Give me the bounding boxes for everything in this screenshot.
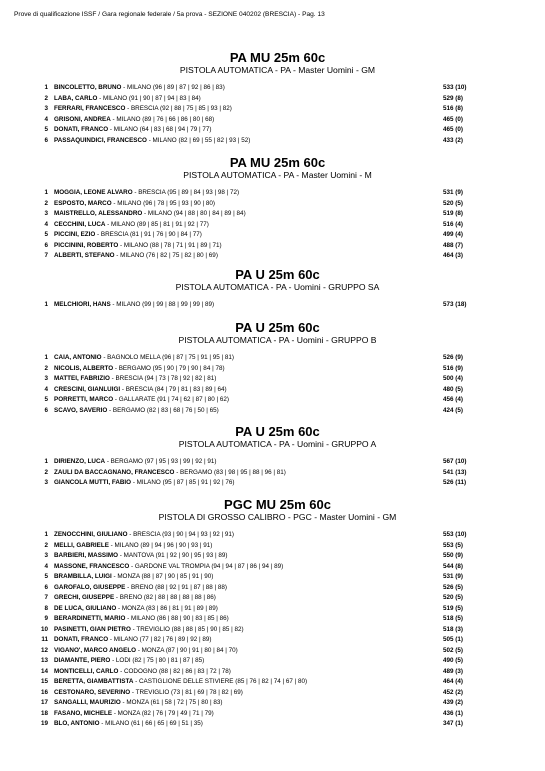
total-score: 490 (5) [443,657,463,664]
athlete-detail: - MILANO (77 | 82 | 76 | 89 | 92 | 89) [108,636,212,643]
section-title: PA U 25m 60c [235,320,320,335]
section-title: PA MU 25m 60c [229,50,326,65]
athlete-name: VIGANO', MARCO ANGELO - MONZA (87 | 90 | 91 | 80 | 84 | 70) [54,646,238,654]
rank-number: 1 [44,84,48,91]
rank-number: 3 [44,479,48,486]
rank-number: 14 [40,667,48,675]
results-list [0,457,545,489]
rank-number: 2 [44,541,48,549]
total-score: 464 (3) [443,252,463,259]
total-score: 516 (9) [443,364,463,372]
athlete-detail: - BERGAMO (97 | 95 | 93 | 99 | 92 | 91) [105,458,217,465]
rank-number: 6 [44,583,48,591]
total-score: 436 (1) [443,709,463,717]
athlete-detail: - BAGNOLO MELLA (96 | 87 | 75 | 91 | 95 | 81) [101,354,235,361]
rank-number: 2 [44,199,48,207]
rank-number: 3 [44,552,48,559]
total-score: 518 (3) [443,625,463,633]
athlete-name: PORRETTI, MARCO - GALLARATE (91 | 74 | 62 | 87 | 80 | 62) [54,396,229,403]
results-section [0,497,545,730]
total-score: 480 (5) [443,385,463,393]
total-score: 533 (10) [443,84,467,91]
total-score: 553 (5) [443,541,463,549]
rank-number: 1 [44,531,48,538]
total-score: 520 (5) [443,199,463,207]
total-score: 531 (9) [443,573,463,580]
athlete-name: MOGGIA, LEONE ALVARO - BRESCIA (95 | 89 | 84 | 93 | 98 | 72) [54,189,240,196]
total-score: 526 (5) [443,583,463,591]
athlete-detail: - CODOGNO (88 | 82 | 86 | 83 | 72 | 78) [118,667,231,675]
result-row [0,94,545,105]
total-score: 531 (9) [443,189,463,196]
athlete-name: ZAULI DA BACCAGNANO, FRANCESCO - BERGAMO (83 | 98 | 95 | 88 | 96 | 81) [54,468,286,476]
total-score: 502 (5) [443,646,463,654]
athlete-detail: - MILANO (91 | 90 | 87 | 94 | 83 | 84) [97,94,201,102]
results-list [0,83,545,146]
rank-number: 6 [44,241,48,249]
total-score: 518 (5) [443,615,463,622]
rank-number: 3 [44,105,48,112]
total-score: 516 (8) [443,105,463,112]
result-row [0,374,545,385]
result-row [0,593,545,604]
result-row [0,688,545,699]
athlete-detail: - BRESCIA (95 | 89 | 84 | 93 | 98 | 72) [132,189,240,196]
athlete-name: SANGALLI, MAURIZIO - MONZA (61 | 58 | 72 | 75 | 80 | 83) [54,699,223,706]
athlete-detail: - MILANO (86 | 88 | 90 | 83 | 85 | 86) [125,615,229,622]
athlete-name: MELCHIORI, HANS - MILANO (99 | 99 | 88 | 99 | 99 | 89) [54,301,215,308]
athlete-name: DIRIENZO, LUCA - BERGAMO (97 | 95 | 93 | 99 | 92 | 91) [54,458,217,465]
result-row [0,677,545,688]
results-list [0,353,545,416]
athlete-name: BINCOLETTO, BRUNO - MILANO (96 | 89 | 87 | 92 | 86 | 83) [54,84,225,91]
section-title: PA MU 25m 60c [229,155,326,170]
athlete-name: BARBIERI, MASSIMO - MANTOVA (91 | 92 | 90 | 95 | 93 | 89) [54,552,228,559]
athlete-detail: - MILANO (96 | 89 | 87 | 92 | 86 | 83) [121,84,225,91]
athlete-detail: - TREVIGLIO (73 | 81 | 69 | 78 | 82 | 69) [130,688,243,696]
athlete-name: ESPOSTO, MARCO - MILANO (96 | 78 | 95 | 93 | 90 | 80) [54,199,216,207]
result-row [0,136,545,147]
result-row [0,209,545,220]
total-score: 573 (18) [443,301,467,308]
athlete-detail: - MILANO (88 | 78 | 71 | 91 | 89 | 71) [118,241,222,249]
athlete-name: DONATI, FRANCO - MILANO (77 | 82 | 76 | 89 | 92 | 89) [54,636,212,643]
results-list [0,300,545,311]
total-score: 465 (0) [443,126,463,133]
athlete-detail: - MILANO (95 | 87 | 85 | 91 | 92 | 76) [131,479,235,486]
rank-number: 7 [44,252,48,259]
athlete-name: SCAVO, SAVERIO - BERGAMO (82 | 83 | 68 | 76 | 50 | 65) [54,406,219,414]
result-row [0,385,545,396]
result-row [0,220,545,231]
athlete-detail: - BERGAMO (82 | 83 | 68 | 76 | 50 | 65) [107,406,219,414]
result-row [0,667,545,678]
rank-number: 2 [44,364,48,372]
rank-number: 6 [44,406,48,414]
rank-number: 4 [44,562,48,570]
result-row [0,646,545,657]
athlete-detail: - MILANO (61 | 66 | 65 | 69 | 51 | 35) [99,720,203,727]
athlete-detail: - MILANO (99 | 99 | 88 | 99 | 99 | 89) [110,301,215,308]
athlete-detail: - TREVIGLIO (88 | 88 | 85 | 90 | 85 | 82) [130,625,244,633]
athlete-detail: - MILANO (89 | 76 | 66 | 86 | 80 | 68) [110,115,215,123]
rank-number: 15 [40,678,48,685]
athlete-detail: - GALLARATE (91 | 74 | 62 | 87 | 80 | 62) [113,396,229,403]
rank-number: 5 [44,126,48,133]
athlete-name: GRECHI, GIUSEPPE - BRENO (82 | 88 | 88 | 88 | 88 | 86) [54,594,216,601]
athlete-name: PASINETTI, GIAN PIETRO - TREVIGLIO (88 | 88 | 85 | 90 | 85 | 82) [54,625,244,633]
total-score: 520 (5) [443,594,463,601]
athlete-name: MATTEI, FABRIZIO - BRESCIA (94 | 73 | 78 | 92 | 82 | 81) [54,375,217,382]
results-section [0,267,545,311]
result-row [0,530,545,541]
rank-number: 7 [44,594,48,601]
result-row [0,614,545,625]
athlete-detail: - BRESCIA (84 | 79 | 81 | 83 | 89 | 64) [120,385,227,393]
rank-number: 18 [40,709,48,717]
result-row [0,572,545,583]
athlete-detail: - MILANO (82 | 69 | 55 | 82 | 93 | 52) [146,136,251,144]
athlete-name: CRESCINI, GIANLUIGI - BRESCIA (84 | 79 | 81 | 83 | 89 | 64) [54,385,227,393]
result-row [0,104,545,115]
rank-number: 1 [44,301,48,308]
rank-number: 16 [40,688,48,696]
rank-number: 5 [44,573,48,580]
results-list [0,530,545,730]
athlete-name: FASANO, MICHELE - MONZA (82 | 76 | 79 | 49 | 71 | 79) [54,709,214,717]
result-row [0,551,545,562]
results-section [0,50,545,146]
result-row [0,698,545,709]
total-score: 439 (2) [443,699,463,706]
rank-number: 17 [40,699,48,706]
result-row [0,468,545,479]
total-score: 567 (10) [443,458,467,465]
total-score: 519 (8) [443,210,463,217]
athlete-name: GRISONI, ANDREA - MILANO (89 | 76 | 66 | 86 | 80 | 68) [54,115,215,123]
rank-number: 11 [41,636,48,643]
athlete-detail: - MILANO (94 | 88 | 80 | 84 | 89 | 84) [142,210,246,217]
page-header: Prove di qualificazione ISSF / Gara regionale federale / 5a prova - SEZIONE 040202 (BRESCIA) - Pag. 13 [14,11,325,18]
athlete-detail: - BRESCIA (92 | 88 | 75 | 85 | 93 | 82) [125,105,232,112]
rank-number: 8 [44,604,48,612]
total-score: 464 (4) [443,678,463,685]
athlete-detail: - CASTIGLIONE DELLE STIVIERE (85 | 76 | 82 | 74 | 67 | 80) [133,678,308,685]
result-row [0,406,545,417]
rank-number: 12 [40,646,48,654]
total-score: 526 (11) [443,479,467,486]
athlete-name: MELLI, GABRIELE - MILANO (89 | 94 | 96 | 90 | 93 | 91) [54,541,213,549]
rank-number: 4 [44,385,48,393]
result-row [0,230,545,241]
total-score: 529 (8) [443,94,463,102]
rank-number: 5 [44,396,48,403]
total-score: 456 (4) [443,396,463,403]
total-score: 550 (9) [443,552,463,559]
athlete-detail: - MILANO (64 | 83 | 68 | 94 | 79 | 77) [108,126,212,133]
athlete-name: PASSAQUINDICI, FRANCESCO - MILANO (82 | 69 | 55 | 82 | 93 | 52) [54,136,251,144]
rank-number: 1 [44,354,48,361]
rank-number: 1 [44,189,48,196]
rank-number: 3 [44,210,48,217]
athlete-detail: - BRESCIA (94 | 73 | 78 | 92 | 82 | 81) [109,375,217,382]
athlete-name: BERARDINETTI, MARIO - MILANO (86 | 88 | 90 | 83 | 85 | 86) [54,615,229,622]
total-score: 541 (13) [443,468,467,476]
result-row [0,625,545,636]
athlete-name: MAISTRELLO, ALESSANDRO - MILANO (94 | 88 | 80 | 84 | 89 | 84) [54,210,246,217]
athlete-detail: - BERGAMO (83 | 98 | 95 | 88 | 96 | 81) [174,468,286,476]
athlete-detail: - BRESCIA (81 | 91 | 76 | 90 | 84 | 77) [95,231,202,238]
section-subtitle: PISTOLA AUTOMATICA - PA - Uomini - GRUPPO SA [175,282,380,292]
section-subtitle: PISTOLA DI GROSSO CALIBRO - PGC - Master Uomini - GM [158,512,397,522]
athlete-detail: - GARDONE VAL TROMPIA (94 | 94 | 87 | 86 | 94 | 89) [129,562,284,570]
result-row [0,395,545,406]
athlete-detail: - BRENO (88 | 92 | 91 | 87 | 88 | 88) [125,583,228,591]
rank-number: 6 [44,136,48,144]
athlete-name: ZENOCCHINI, GIULIANO - BRESCIA (93 | 90 | 94 | 93 | 92 | 91) [54,531,235,538]
athlete-detail: - BRESCIA (93 | 90 | 94 | 93 | 92 | 91) [127,531,235,538]
results-section [0,155,545,262]
section-title: PGC MU 25m 60c [224,497,331,512]
athlete-name: CECCHINI, LUCA - MILANO (89 | 85 | 81 | 91 | 92 | 77) [54,220,209,228]
athlete-detail: - BRENO (82 | 88 | 88 | 88 | 88 | 86) [114,594,216,601]
result-row [0,241,545,252]
result-row [0,457,545,468]
athlete-name: MONTICELLI, CARLO - CODOGNO (88 | 82 | 86 | 83 | 72 | 78) [54,667,231,675]
result-row [0,251,545,262]
athlete-name: MASSONE, FRANCESCO - GARDONE VAL TROMPIA (94 | 94 | 87 | 86 | 94 | 89) [54,562,284,570]
total-score: 433 (2) [443,136,463,144]
athlete-detail: - LODI (82 | 75 | 80 | 81 | 87 | 85) [110,657,205,664]
result-row [0,541,545,552]
rank-number: 2 [44,94,48,102]
athlete-name: BLO, ANTONIO - MILANO (61 | 66 | 65 | 69 | 51 | 35) [54,720,203,727]
section-title: PA U 25m 60c [235,424,320,439]
athlete-detail: - MANTOVA (91 | 92 | 90 | 95 | 93 | 89) [118,552,228,559]
total-score: 526 (9) [443,354,463,361]
athlete-detail: - MONZA (61 | 58 | 72 | 75 | 80 | 83) [120,699,223,706]
total-score: 516 (4) [443,220,463,228]
athlete-detail: - MONZA (88 | 87 | 90 | 85 | 91 | 90) [111,573,214,580]
rank-number: 3 [44,375,48,382]
athlete-detail: - MILANO (89 | 94 | 96 | 90 | 93 | 91) [108,541,213,549]
athlete-detail: - MILANO (96 | 78 | 95 | 93 | 90 | 80) [111,199,216,207]
athlete-name: DE LUCA, GIULIANO - MONZA (83 | 86 | 81 | 91 | 89 | 89) [54,604,218,612]
rank-number: 2 [44,468,48,476]
results-list [0,188,545,262]
athlete-detail: - MONZA (87 | 90 | 91 | 80 | 84 | 70) [136,646,238,654]
total-score: 465 (0) [443,115,463,123]
results-section [0,320,545,416]
athlete-name: DIAMANTE, PIERO - LODI (82 | 75 | 80 | 81 | 87 | 85) [54,657,205,664]
total-score: 500 (4) [443,375,463,382]
athlete-name: BERETTA, GIAMBATTISTA - CASTIGLIONE DELLE STIVIERE (85 | 76 | 82 | 74 | 67 | 80) [54,678,308,685]
rank-number: 10 [40,625,48,633]
athlete-name: DONATI, FRANCO - MILANO (64 | 83 | 68 | 94 | 79 | 77) [54,126,212,133]
result-row [0,188,545,199]
total-score: 544 (8) [443,562,463,570]
result-row [0,478,545,489]
athlete-name: BRAMBILLA, LUIGI - MONZA (88 | 87 | 90 | 85 | 91 | 90) [54,573,214,580]
athlete-name: CESTONARO, SEVERINO - TREVIGLIO (73 | 81 | 69 | 78 | 82 | 69) [54,688,243,696]
result-row [0,125,545,136]
section-subtitle: PISTOLA AUTOMATICA - PA - Uomini - GRUPPO A [178,439,377,449]
total-score: 505 (1) [443,636,463,643]
athlete-name: ALBERTI, STEFANO - MILANO (76 | 82 | 75 | 82 | 80 | 69) [54,252,218,259]
total-score: 424 (5) [443,406,463,414]
result-row [0,199,545,210]
total-score: 347 (1) [443,720,463,727]
athlete-name: PICCININI, ROBERTO - MILANO (88 | 78 | 71 | 91 | 89 | 71) [54,241,222,249]
rank-number: 4 [44,115,48,123]
athlete-detail: - MILANO (76 | 82 | 75 | 82 | 80 | 69) [114,252,218,259]
total-score: 488 (7) [443,241,463,249]
athlete-name: FERRARI, FRANCESCO - BRESCIA (92 | 88 | 75 | 85 | 93 | 82) [54,105,232,112]
athlete-detail: - MONZA (83 | 86 | 81 | 91 | 89 | 89) [116,604,218,612]
result-row [0,300,545,311]
result-row [0,635,545,646]
rank-number: 5 [44,231,48,238]
result-row [0,353,545,364]
athlete-detail: - BERGAMO (95 | 90 | 79 | 90 | 84 | 78) [113,364,225,372]
athlete-name: PICCINI, EZIO - BRESCIA (81 | 91 | 76 | 90 | 84 | 77) [54,231,202,238]
result-row [0,83,545,94]
total-score: 519 (5) [443,604,463,612]
athlete-name: GAROFALO, GIUSEPPE - BRENO (88 | 92 | 91 | 87 | 88 | 88) [54,583,228,591]
section-subtitle: PISTOLA AUTOMATICA - PA - Uomini - GRUPPO B [178,335,377,345]
total-score: 489 (3) [443,667,463,675]
athlete-name: NICOLIS, ALBERTO - BERGAMO (95 | 90 | 79 | 90 | 84 | 78) [54,364,225,372]
result-row [0,115,545,126]
results-section [0,424,545,489]
total-score: 499 (4) [443,231,463,238]
athlete-detail: - MONZA (82 | 76 | 79 | 49 | 71 | 79) [112,709,214,717]
athlete-name: GIANCOLA MUTTI, FABIO - MILANO (95 | 87 | 85 | 91 | 92 | 76) [54,479,235,486]
athlete-detail: - MILANO (89 | 85 | 81 | 91 | 92 | 77) [105,220,209,228]
rank-number: 9 [44,615,48,622]
result-row [0,364,545,375]
result-row [0,562,545,573]
section-subtitle: PISTOLA AUTOMATICA - PA - Master Uomini - GM [179,65,376,75]
rank-number: 19 [40,720,48,727]
result-row [0,583,545,594]
rank-number: 4 [44,220,48,228]
athlete-name: LABA, CARLO - MILANO (91 | 90 | 87 | 94 | 83 | 84) [54,94,201,102]
result-row [0,709,545,720]
section-title: PA U 25m 60c [235,267,320,282]
total-score: 553 (10) [443,531,467,538]
result-row [0,656,545,667]
athlete-name: CAIA, ANTONIO - BAGNOLO MELLA (96 | 87 | 75 | 91 | 95 | 81) [54,354,235,361]
rank-number: 13 [40,657,48,664]
total-score: 452 (2) [443,688,463,696]
section-subtitle: PISTOLA AUTOMATICA - PA - Master Uomini - M [183,170,372,180]
result-row [0,604,545,615]
result-row [0,719,545,730]
rank-number: 1 [44,458,48,465]
